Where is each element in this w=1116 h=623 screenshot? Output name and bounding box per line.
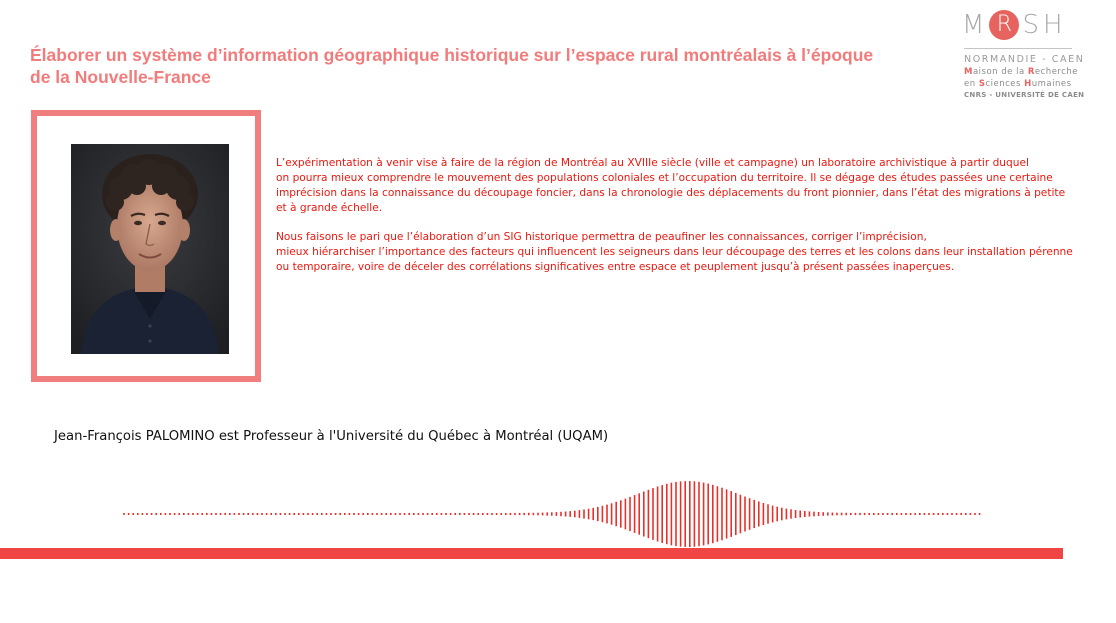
logo-initial-r: R xyxy=(1027,67,1035,77)
logo-letter-m: M xyxy=(962,10,989,40)
paragraph-1 xyxy=(276,156,1076,216)
paragraph-1-line: et à grande échelle. xyxy=(276,202,383,214)
title-line-1: Élaborer un système d’information géographique historique sur l’espace rural montréalais à l’époque xyxy=(30,45,874,65)
portrait-photo xyxy=(71,144,229,354)
paragraph-1-line: on pourra mieux comprendre le mouvement des populations coloniales et l’occupation du territoire. Il se dégage des études passées une certaine xyxy=(276,172,1053,184)
logo-text-echerche: echerche xyxy=(1034,67,1079,77)
logo-letters-sh: SH xyxy=(1022,10,1067,40)
logo-initial-m: M xyxy=(964,67,973,77)
logo-initial-h: H xyxy=(1024,79,1032,89)
logo-subtitle: NORMANDIE - CAEN xyxy=(964,54,1085,65)
logo-wordmark xyxy=(962,10,1067,40)
audio-waveform-icon xyxy=(120,478,990,550)
paragraph-1-line: imprécision dans la connaissance du découpage foncier, dans la chronologie des déplacements du front pionnier, dans l’état des migrations à petite xyxy=(276,187,1066,199)
paragraph-1-line: L’expérimentation à venir vise à faire de la région de Montréal au XVIIIe siècle (ville et campagne) un laboratoire archivistique à partir duquel xyxy=(276,157,1029,169)
page-title xyxy=(30,44,930,88)
logo-text-aison: aison de la xyxy=(972,67,1028,77)
bottom-accent-bar xyxy=(0,548,1063,559)
speaker-caption: Jean-François PALOMINO est Professeur à l'Université du Québec à Montréal (UQAM) xyxy=(54,429,609,444)
mrsh-logo xyxy=(962,10,1085,99)
paragraph-2-line: Nous faisons le pari que l’élaboration d’un SIG historique permettra de peaufiner les connaissances, corriger l’imprécision, xyxy=(276,231,927,243)
logo-line-2 xyxy=(964,79,1072,89)
logo-text-en: en xyxy=(964,79,979,89)
paragraph-2-line: ou temporaire, voire de déceler des corrélations significatives entre espace et peuplement jusqu’à présent passées inaperçues. xyxy=(276,261,955,273)
title-line-2: de la Nouvelle-France xyxy=(30,67,211,87)
logo-line-1 xyxy=(964,67,1078,77)
portrait-illustration xyxy=(71,144,229,354)
logo-divider xyxy=(964,48,1072,49)
logo-initial-s: S xyxy=(978,79,986,89)
logo-text-ciences: ciences xyxy=(985,79,1025,89)
paragraph-2-line: mieux hiérarchiser l’importance des facteurs qui influencent les seigneurs dans leur découpage des terres et les colons dans leur installation pérenne xyxy=(276,246,1073,258)
logo-letter-r-circle: R xyxy=(989,10,1019,40)
logo-cnrs-line: CNRS - UNIVERSITÉ DE CAEN xyxy=(964,91,1085,99)
logo-text-umaines: umaines xyxy=(1031,79,1072,89)
paragraph-2 xyxy=(276,230,1076,275)
